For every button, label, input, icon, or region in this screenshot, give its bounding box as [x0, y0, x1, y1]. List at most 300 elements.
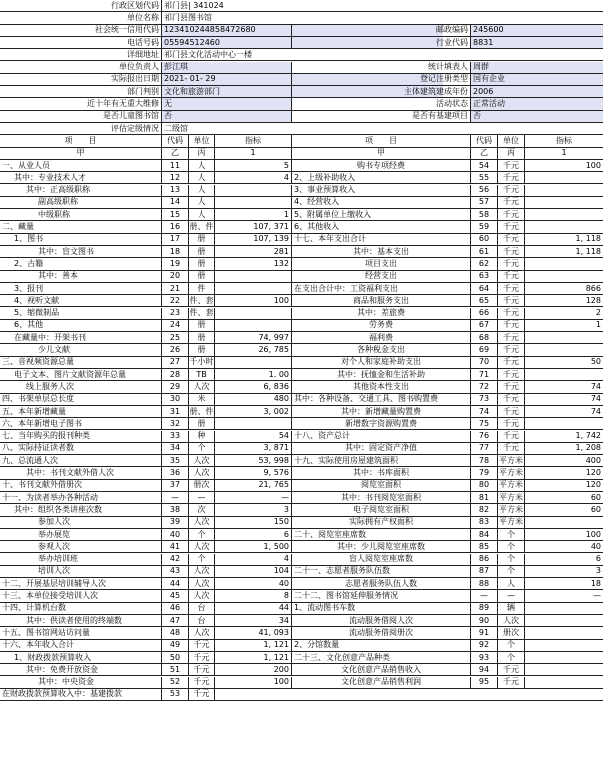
item-code: 75 — [470, 418, 497, 429]
item-label: 电子阅览室面积 — [291, 504, 470, 515]
field-label: 活动状态 — [291, 98, 470, 109]
item-unit: 人次 — [188, 541, 214, 552]
sub-item: 甲 — [76, 148, 85, 158]
item-value[interactable] — [524, 185, 603, 196]
item-unit: 千元 — [497, 394, 524, 405]
item-value[interactable]: 1, 500 — [214, 541, 291, 552]
item-value[interactable]: 74, 997 — [214, 332, 291, 343]
item-label: 十五、图书馆网站访问量 — [2, 627, 90, 637]
item-value[interactable]: 281 — [214, 246, 291, 257]
item-code: 52 — [161, 677, 188, 688]
field-value[interactable]: 无 — [161, 98, 291, 109]
sub-code: 乙 — [470, 148, 497, 159]
item-value[interactable]: 1, 121 — [214, 652, 291, 663]
item-value[interactable]: 41, 093 — [214, 627, 291, 638]
field-value[interactable]: 否 — [161, 111, 291, 122]
item-label: 十一、为读者举办各种活动 — [2, 492, 98, 502]
form-row — [0, 603, 603, 615]
item-value[interactable] — [524, 677, 603, 688]
form-row — [0, 49, 603, 61]
item-value[interactable]: 3 — [214, 504, 291, 515]
field-value[interactable]: 8831 — [470, 37, 603, 48]
item-unit: 个 — [497, 640, 524, 651]
item-label: 其中：专业技术人才 — [14, 172, 86, 182]
item-unit: 个 — [497, 529, 524, 540]
item-value[interactable]: 866 — [524, 283, 603, 294]
item-code: 37 — [161, 480, 188, 491]
item-unit: 千元 — [497, 185, 524, 196]
item-label: 3、事业预算收入 — [291, 185, 470, 196]
item-label: 文化创意产品销售收入 — [291, 664, 470, 675]
item-value[interactable]: 120 — [524, 467, 603, 478]
item-unit: 册 — [188, 234, 214, 245]
item-code: 24 — [161, 320, 188, 331]
item-code: 68 — [470, 332, 497, 343]
form-row — [0, 185, 603, 197]
item-label: 一、从业人员 — [2, 160, 50, 170]
item-label: 3、报刊 — [14, 283, 44, 293]
item-code: 73 — [470, 394, 497, 405]
item-unit: 台 — [188, 603, 214, 614]
item-label: 十七、本年支出合计 — [291, 234, 470, 245]
item-value[interactable] — [214, 418, 291, 429]
form-row — [0, 332, 603, 344]
item-unit: 人 — [188, 160, 214, 171]
item-code: 85 — [470, 541, 497, 552]
field-value[interactable]: 祁门县| 341024 — [161, 0, 603, 11]
item-code: 59 — [470, 221, 497, 232]
item-code: 87 — [470, 566, 497, 577]
sub-item: 甲 — [291, 148, 470, 159]
field-value[interactable]: 祁门县文化活动中心一楼 — [161, 49, 603, 60]
sub-unit: 丙 — [188, 148, 214, 159]
item-value[interactable]: 9, 576 — [214, 467, 291, 478]
item-label: 其中：正高级职称 — [26, 185, 90, 195]
item-unit: 平方米 — [499, 504, 523, 514]
item-value[interactable]: 3 — [524, 566, 603, 577]
item-value[interactable] — [524, 603, 603, 614]
item-code: 58 — [470, 209, 497, 220]
item-value[interactable]: 1, 742 — [524, 431, 603, 442]
item-code: 89 — [470, 603, 497, 614]
item-value[interactable]: 120 — [524, 480, 603, 491]
form-row — [0, 381, 603, 393]
item-value[interactable] — [524, 517, 603, 528]
item-value[interactable] — [524, 418, 603, 429]
item-value[interactable]: 1, 208 — [524, 443, 603, 454]
item-code: 34 — [161, 443, 188, 454]
item-unit: 千元 — [188, 664, 214, 675]
field-value[interactable]: 周群 — [470, 62, 603, 73]
item-value[interactable]: 74 — [524, 394, 603, 405]
item-unit: 件 — [188, 283, 214, 294]
item-value[interactable]: 6, 836 — [214, 381, 291, 392]
item-value[interactable]: 4 — [214, 554, 291, 565]
item-value[interactable] — [524, 369, 603, 380]
item-unit: 个 — [497, 652, 524, 663]
field-value[interactable]: 二级馆 — [161, 123, 603, 134]
item-value[interactable]: 60 — [524, 492, 603, 503]
item-unit: 件、套 — [189, 295, 214, 305]
item-value[interactable] — [214, 283, 291, 294]
item-value[interactable] — [524, 615, 603, 626]
item-label: 其他资本性支出 — [291, 381, 470, 392]
item-value[interactable]: 100 — [214, 295, 291, 306]
item-code: 88 — [470, 578, 497, 589]
item-value[interactable] — [524, 258, 603, 269]
item-unit: 千元 — [497, 369, 524, 380]
item-value[interactable]: 26, 785 — [214, 344, 291, 355]
item-label: 志愿者服务队伍人数 — [291, 578, 470, 589]
form-row — [0, 467, 603, 479]
item-label: 其中：免费开放资金 — [26, 664, 98, 674]
item-label: 其中：善本 — [38, 271, 78, 281]
field-value[interactable]: 正常活动 — [470, 98, 603, 109]
item-unit: TB — [188, 369, 214, 380]
item-code: 21 — [161, 283, 188, 294]
item-value[interactable]: 3, 002 — [214, 406, 291, 417]
col-item: 项 目 — [64, 135, 97, 145]
form-row — [0, 246, 603, 258]
item-unit: 千元 — [497, 320, 524, 331]
item-label: 三、音视频资源总量 — [2, 357, 74, 367]
item-unit: 千元 — [188, 640, 214, 651]
item-label: 举办培训班 — [38, 554, 78, 564]
item-label: 1、流动图书车数 — [291, 603, 470, 614]
form-row — [0, 295, 603, 307]
item-value[interactable]: 1 — [214, 209, 291, 220]
field-label: 详细地址 — [127, 49, 159, 59]
field-value[interactable]: 文化和旅游部门 — [161, 86, 443, 97]
item-value[interactable]: 128 — [524, 295, 603, 306]
field-value[interactable]: 祁门县图书馆 — [161, 12, 603, 23]
item-unit: 千元 — [497, 357, 524, 368]
item-value[interactable]: 107, 371 — [214, 221, 291, 232]
item-unit: 册 — [188, 246, 214, 257]
item-value[interactable] — [524, 221, 603, 232]
item-unit: 册次 — [188, 480, 214, 491]
item-value[interactable] — [214, 689, 291, 700]
form-row — [0, 271, 603, 283]
item-value[interactable]: 54 — [214, 431, 291, 442]
item-code: 50 — [161, 652, 188, 663]
item-value[interactable]: 400 — [524, 455, 603, 466]
item-unit: 千元 — [497, 308, 524, 319]
field-label: 部门判别 — [127, 86, 159, 96]
col-item: 项 目 — [291, 135, 470, 146]
item-value[interactable] — [524, 271, 603, 282]
item-unit: 人次 — [188, 578, 214, 589]
item-code: 41 — [161, 541, 188, 552]
item-label: 四、书架单层总长度 — [2, 394, 74, 404]
item-value[interactable]: 53, 998 — [214, 455, 291, 466]
form-row — [0, 640, 603, 652]
item-value[interactable]: 50 — [524, 357, 603, 368]
item-value[interactable]: 132 — [214, 258, 291, 269]
item-code: 66 — [470, 308, 497, 319]
field-label: 实际报出日期 — [111, 74, 159, 84]
item-value[interactable] — [214, 271, 291, 282]
item-code: 83 — [470, 517, 497, 528]
item-code: 93 — [470, 652, 497, 663]
field-value[interactable]: 否 — [470, 111, 603, 122]
item-value[interactable] — [524, 209, 603, 220]
form-row — [0, 234, 603, 246]
item-value[interactable]: 18 — [524, 578, 603, 589]
item-code: 55 — [470, 172, 497, 183]
item-unit: 千元 — [497, 246, 524, 257]
item-unit: 人次 — [188, 455, 214, 466]
item-code: 39 — [161, 517, 188, 528]
field-label: 单位负责人 — [119, 62, 159, 72]
item-code: 53 — [161, 689, 188, 700]
item-code: 91 — [470, 627, 497, 638]
form-row — [0, 258, 603, 270]
item-label: 其中：组织各类讲座次数 — [14, 504, 102, 514]
item-label: 线上服务人次 — [26, 381, 74, 391]
item-label: 流动服务借阅人次 — [291, 615, 470, 626]
item-code: 62 — [470, 258, 497, 269]
item-label: 六、本年新增电子图书 — [2, 418, 82, 428]
item-code: 90 — [470, 615, 497, 626]
form-row — [0, 578, 603, 590]
item-value[interactable]: 40 — [524, 541, 603, 552]
form-row — [0, 492, 603, 504]
item-label: 其中：盲文图书 — [38, 246, 94, 256]
item-label: 5、缩微制品 — [14, 308, 60, 318]
item-value[interactable] — [214, 308, 291, 319]
item-unit: 千元 — [188, 689, 214, 700]
field-value[interactable]: 国有企业 — [470, 74, 603, 85]
item-unit: 人次 — [188, 590, 214, 601]
item-value[interactable]: 4 — [214, 172, 291, 183]
item-unit: 平方米 — [499, 492, 523, 502]
item-value[interactable]: 8 — [214, 590, 291, 601]
item-label: 1、图书 — [14, 234, 44, 244]
form-row — [0, 689, 603, 701]
col-value: 指标 — [524, 135, 603, 146]
form-row — [0, 517, 603, 529]
item-value[interactable]: 6 — [524, 554, 603, 565]
item-unit: 千元 — [497, 664, 524, 675]
item-label: 副高级职称 — [38, 197, 78, 207]
item-value[interactable]: 44 — [214, 603, 291, 614]
item-code: 70 — [470, 357, 497, 368]
item-label: 十、书刊文献外借册次 — [2, 480, 82, 490]
item-value[interactable]: 74 — [524, 381, 603, 392]
sub-code: 乙 — [161, 148, 188, 159]
item-label: 其中：书刊阅览室面积 — [291, 492, 470, 503]
item-code: 40 — [161, 529, 188, 540]
item-value[interactable] — [214, 357, 291, 368]
item-value[interactable]: 2 — [524, 308, 603, 319]
item-label: 八、实际持证读者数 — [2, 443, 74, 453]
field-value[interactable]: 05594512460 — [161, 37, 443, 48]
item-value[interactable]: 5 — [214, 160, 291, 171]
field-value[interactable]: 123410244858472680 — [161, 25, 443, 36]
item-code: 72 — [470, 381, 497, 392]
item-unit: 千元 — [497, 209, 524, 220]
item-code: 25 — [161, 332, 188, 343]
field-label: 登记注册类型 — [291, 74, 470, 85]
form-row — [0, 590, 603, 602]
form-row — [0, 74, 603, 86]
item-label: 其中：差旅费 — [291, 308, 470, 319]
field-value[interactable]: 2021- 01- 29 — [161, 74, 443, 85]
form-row — [0, 123, 603, 135]
item-label: 其中：各种设备、交通工具、图书购置费 — [291, 394, 470, 405]
item-value[interactable]: 1, 118 — [524, 234, 603, 245]
item-value[interactable] — [524, 640, 603, 651]
form-row — [0, 320, 603, 332]
item-code: 81 — [470, 492, 497, 503]
item-label: 其中：固定资产净值 — [291, 443, 470, 454]
item-label: 九、总流通人次 — [2, 455, 58, 465]
item-code: 60 — [470, 234, 497, 245]
form-row — [0, 160, 603, 172]
item-value[interactable] — [524, 652, 603, 663]
item-code: 74 — [470, 406, 497, 417]
sub-unit: 丙 — [497, 148, 524, 159]
field-label: 近十年有无重大维修 — [87, 99, 159, 109]
item-value[interactable] — [524, 172, 603, 183]
item-value[interactable]: 100 — [524, 529, 603, 540]
item-unit: 千元 — [497, 344, 524, 355]
item-value[interactable]: 200 — [214, 664, 291, 675]
col-unit: 单位 — [497, 135, 524, 146]
item-value[interactable]: — — [214, 492, 291, 503]
item-label: 各种税金支出 — [291, 344, 470, 355]
form-row — [0, 62, 603, 74]
item-value[interactable] — [524, 332, 603, 343]
item-label: 其中：抚恤金和生活补助 — [291, 369, 470, 380]
item-value[interactable]: 1, 118 — [524, 246, 603, 257]
item-code: 49 — [161, 640, 188, 651]
item-code: 57 — [470, 197, 497, 208]
item-code: 28 — [161, 369, 188, 380]
item-label: 十二、开展基层培训辅导人次 — [2, 578, 106, 588]
item-label: 培训人次 — [38, 566, 70, 576]
item-code: 80 — [470, 480, 497, 491]
item-code: 35 — [161, 455, 188, 466]
item-value[interactable]: 1. 00 — [214, 369, 291, 380]
item-unit: 人 — [188, 197, 214, 208]
field-label: 评估定级情况 — [111, 123, 159, 133]
item-code: 64 — [470, 283, 497, 294]
form-row — [0, 554, 603, 566]
item-value[interactable] — [524, 197, 603, 208]
sub-value: 1 — [524, 148, 603, 159]
item-code: 11 — [161, 160, 188, 171]
item-unit: 册、件 — [189, 222, 214, 232]
item-value[interactable] — [214, 197, 291, 208]
item-value[interactable]: 100 — [214, 677, 291, 688]
item-value[interactable]: 1 — [524, 320, 603, 331]
item-value[interactable]: 480 — [214, 394, 291, 405]
form-row — [0, 283, 603, 295]
item-value[interactable]: 21, 765 — [214, 480, 291, 491]
item-unit: 种 — [188, 431, 214, 442]
item-unit: 册 — [188, 320, 214, 331]
item-unit: 人次 — [188, 627, 214, 638]
item-value[interactable]: 6 — [214, 529, 291, 540]
item-code: 61 — [470, 246, 497, 257]
field-value[interactable]: 245600 — [470, 25, 603, 36]
item-unit: 千元 — [188, 652, 214, 663]
item-value[interactable]: 100 — [524, 160, 603, 171]
item-value[interactable]: 150 — [214, 517, 291, 528]
item-value[interactable] — [214, 320, 291, 331]
item-value[interactable]: 74 — [524, 406, 603, 417]
form-row — [0, 652, 603, 664]
item-unit: 千元 — [497, 443, 524, 454]
item-unit: 人次 — [188, 381, 214, 392]
item-value[interactable] — [524, 344, 603, 355]
item-value[interactable] — [524, 627, 603, 638]
item-label: 其中：少儿阅览室座席数 — [291, 541, 470, 552]
item-label: 二十、阅览室座席数 — [291, 529, 470, 540]
field-label: 电话号码 — [127, 37, 159, 47]
field-label: 是否儿童图书馆 — [103, 111, 159, 121]
item-value[interactable]: 104 — [214, 566, 291, 577]
field-value[interactable]: 彭江琪 — [161, 62, 291, 73]
field-value[interactable]: 2006 — [470, 86, 603, 97]
item-value[interactable]: 3, 871 — [214, 443, 291, 454]
item-label: 2、古籍 — [14, 258, 44, 268]
item-value[interactable]: — — [524, 590, 603, 601]
item-label: 福利费 — [291, 332, 470, 343]
item-unit: 人次 — [497, 615, 524, 626]
item-label: 2、分馆数量 — [291, 640, 470, 651]
item-code: 79 — [470, 467, 497, 478]
item-code: 14 — [161, 197, 188, 208]
item-label: 6、其他 — [14, 320, 44, 330]
item-code: 82 — [470, 504, 497, 515]
item-unit: — — [188, 492, 214, 503]
item-code: 44 — [161, 578, 188, 589]
item-value[interactable]: 107, 139 — [214, 234, 291, 245]
item-unit: 千元 — [497, 431, 524, 442]
item-label: 流动服务借阅册次 — [291, 627, 470, 638]
item-label: 2、上级补助收入 — [291, 172, 470, 183]
item-unit: 个 — [497, 566, 524, 577]
item-value[interactable]: 40 — [214, 578, 291, 589]
item-unit: 台 — [188, 615, 214, 626]
item-unit: 册 — [188, 258, 214, 269]
item-code: 76 — [470, 431, 497, 442]
item-unit: 个 — [188, 443, 214, 454]
item-label: 劳务费 — [291, 320, 470, 331]
item-value[interactable] — [524, 664, 603, 675]
item-unit: 千元 — [497, 418, 524, 429]
item-unit: 千元 — [497, 221, 524, 232]
item-code: 12 — [161, 172, 188, 183]
form-row — [0, 615, 603, 627]
field-label: 主体建筑建成年份 — [291, 86, 470, 97]
item-label: 4、视听文献 — [14, 295, 60, 305]
form-row — [0, 209, 603, 221]
item-label: 十六、本年收入合计 — [2, 640, 74, 650]
item-code: 92 — [470, 640, 497, 651]
item-value[interactable] — [214, 185, 291, 196]
item-unit: 人 — [188, 209, 214, 220]
item-value[interactable]: 34 — [214, 615, 291, 626]
item-unit: 平方米 — [499, 455, 523, 465]
item-unit: 次 — [188, 504, 214, 515]
form-row — [0, 566, 603, 578]
item-value[interactable]: 60 — [524, 504, 603, 515]
item-value[interactable]: 1, 121 — [214, 640, 291, 651]
